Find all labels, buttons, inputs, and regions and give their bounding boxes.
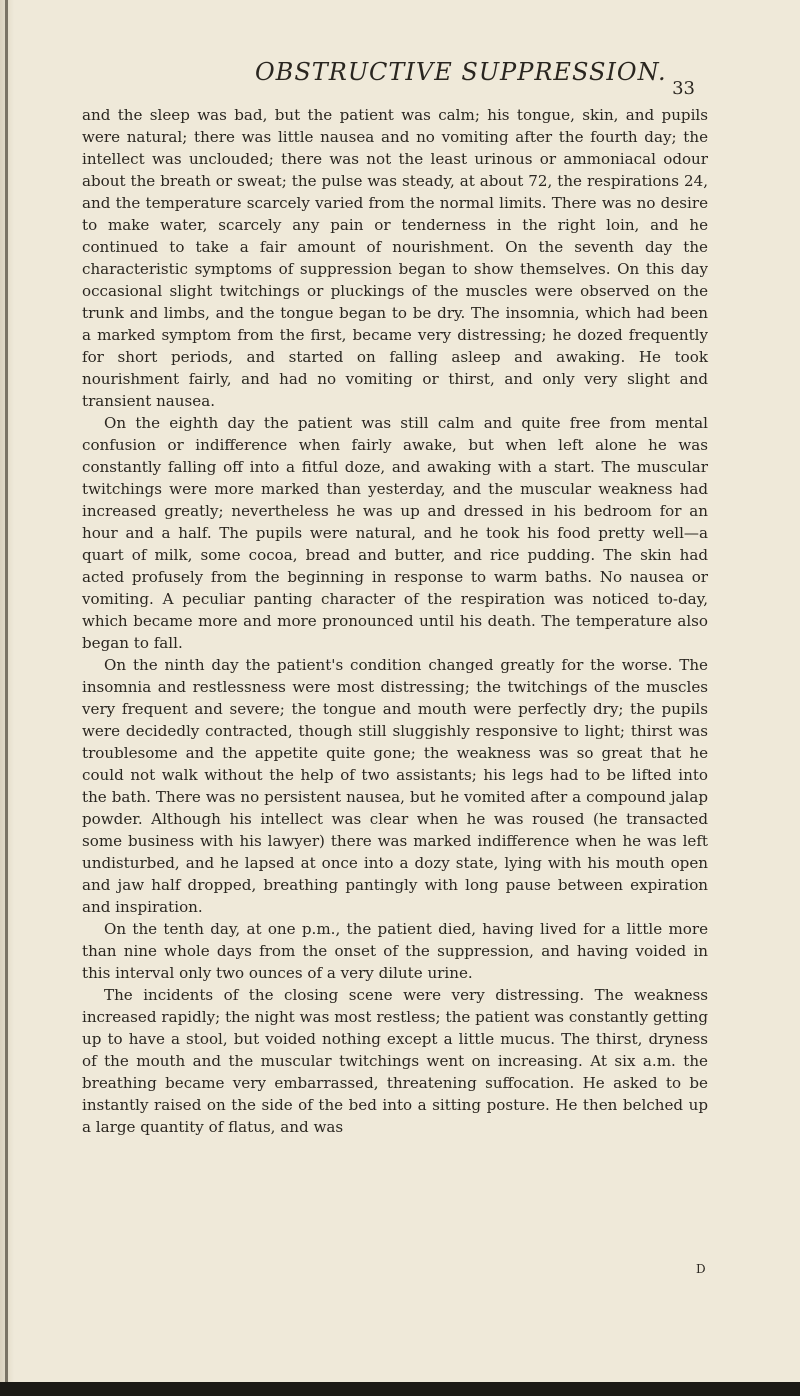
paragraph-eighth-day: On the eighth day the patient was still calm and quite free from mental confusion or indifference when fairly awake, but when left alone he was constantly falling off into a fitful doze, and awaking with a start. The muscular twitchings were more marked than yesterday, and the muscular weakness had increased greatly; nevertheless he was up and dressed in his bedroom for an hour and a half. The pupils were natural, and he took his food pretty well—a quart of milk, some cocoa, bread and butter, and rice pudding. The skin had acted profusely from the beginning in response to warm baths. No nausea or vomiting. A peculiar panting character of the respiration was noticed to-day, which became more and more pronounced until his death. The temperature also began to fall.	[82, 414, 708, 652]
paragraph-tenth-day: On the tenth day, at one p.m., the patient died, having lived for a little more than nine whole days from the onset of the suppression, and having voided in this interval only two ounces of a very dilute urine.	[82, 920, 708, 982]
signature-mark: D	[696, 1262, 706, 1276]
paragraph-ninth-day: On the ninth day the patient's condition changed greatly for the worse. The insomnia and restlessness were most distressing; the twitchings of the muscles very frequent and severe; the tongue and mouth were perfectly dry; the pupils were decidedly contracted, though still sluggishly responsive to light; thirst was troublesome and the appetite quite gone; the weakness was so great that he could not walk without the help of two assistants; his legs had to be lifted into the bath. There was no persistent nausea, but he vomited after a compound jalap powder. Although his intellect was clear when he was roused (he transacted some business with his lawyer) there was marked indifference when he was left undisturbed, and he lapsed at once into a dozy state, lying with his mouth open and jaw half dropped, breathing pantingly with long pause between expiration and inspiration.	[82, 656, 708, 916]
running-title: OBSTRUCTIVE SUPPRESSION.	[255, 58, 667, 86]
body-text	[82, 104, 708, 1138]
running-head	[255, 58, 695, 98]
page-bottom-edge	[0, 1382, 800, 1396]
paragraph-continued: and the sleep was bad, but the patient was calm; his tongue, skin, and pupils were natural; there was little nausea and no vomiting after the fourth day; the intellect was unclouded; there was not the least urinous or ammoniacal odour about the breath or sweat; the pulse was steady, at about 72, the respirations 24, and the temperature scarcely varied from the normal limits. There was no desire to make water, scarcely any pain or tenderness in the right loin, and he continued to take a fair amount of nourishment. On the seventh day the characteristic symptoms of suppression began to show themselves. On this day occasional slight twitchings or pluckings of the muscles were observed on the trunk and limbs, and the tongue began to be dry. The insomnia, which had been a marked symptom from the first, became very distressing; he dozed frequently for short periods, and started on falling asleep and awaking. He took nourishment fairly, and had no vomiting or thirst, and only very slight and transient nausea.	[82, 106, 708, 410]
binding-rule	[5, 0, 8, 1396]
page-number: 33	[672, 78, 695, 99]
paragraph-closing-scene: The incidents of the closing scene were very distressing. The weakness increased rapidly; the night was most restless; the patient was constantly getting up to have a stool, but voided nothing except a little mucus. The thirst, dryness of the mouth and the muscular twitchings went on increasing. At six a.m. the breathing became very embarrassed, threatening suffocation. He asked to be instantly raised on the side of the bed into a sitting posture. He then belched up a large quantity of flatus, and was	[82, 986, 708, 1136]
